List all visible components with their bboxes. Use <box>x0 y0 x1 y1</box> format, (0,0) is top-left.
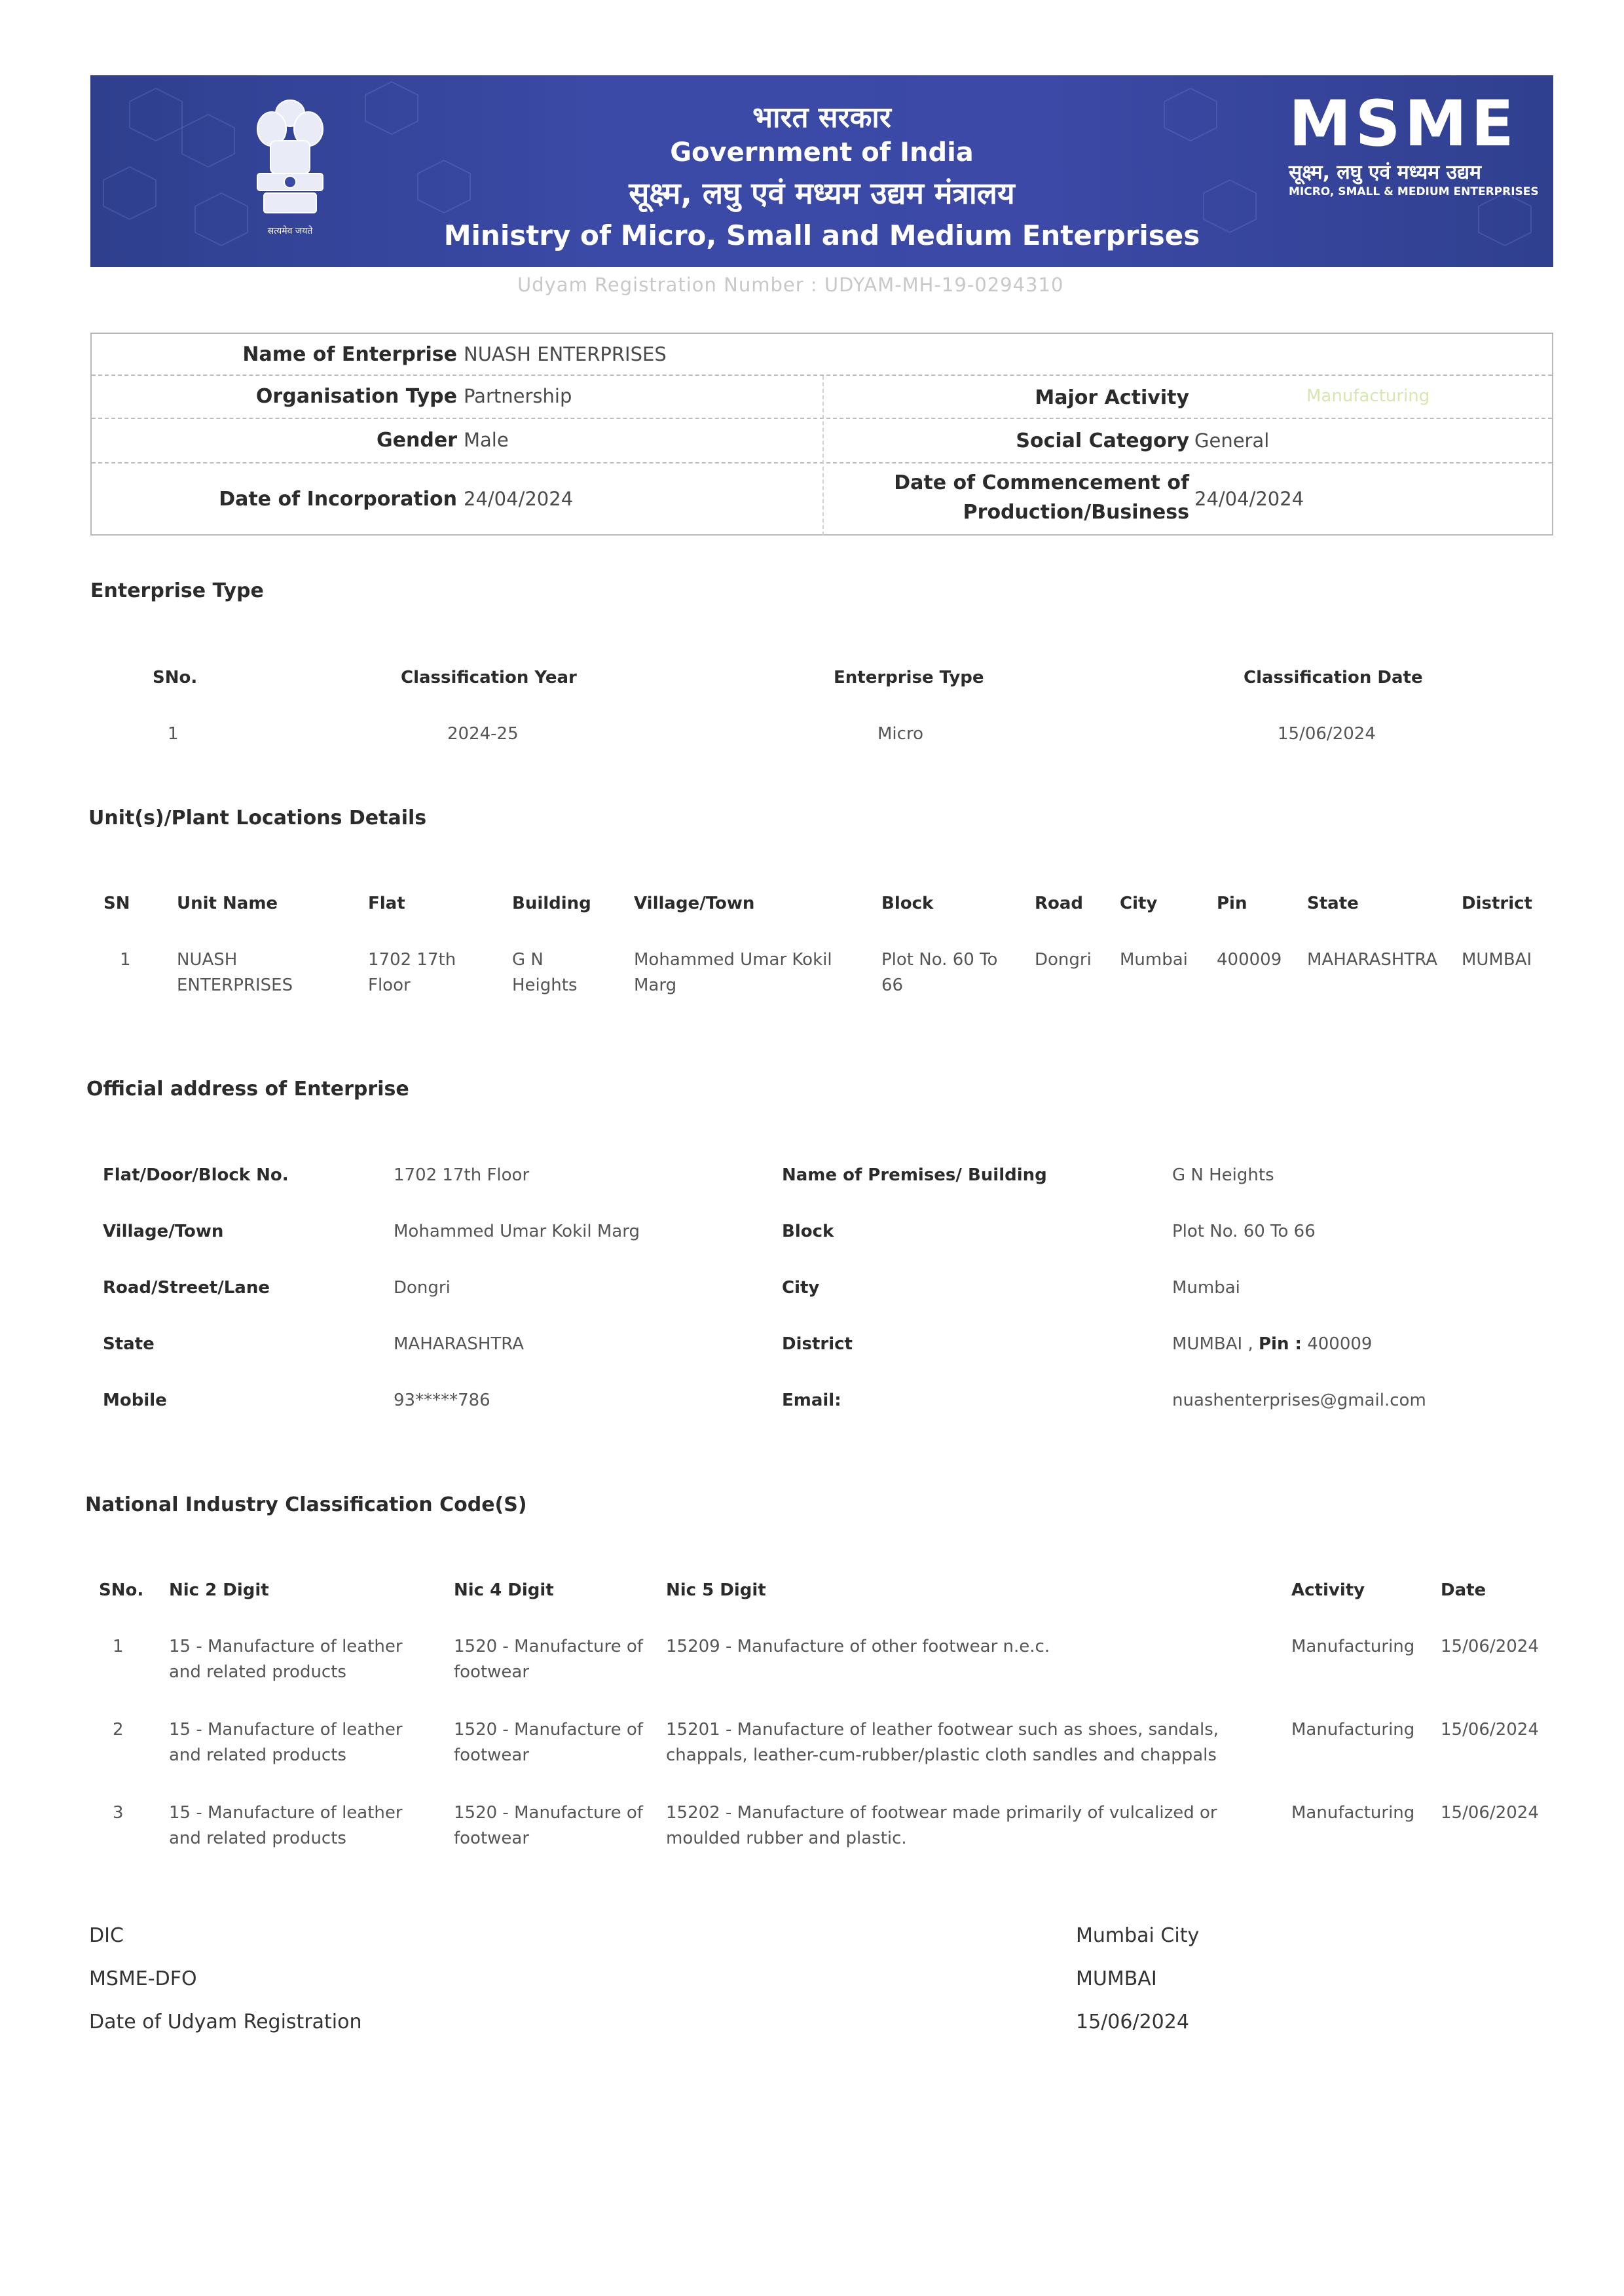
nic-codes-title: National Industry Classification Code(S) <box>85 1493 527 1516</box>
row-divider <box>92 374 1552 376</box>
unit-city: Mumbai <box>1120 950 1188 970</box>
col-header-nic-sno: SNo. <box>99 1580 144 1600</box>
enterprise-type-sno: 1 <box>168 724 179 744</box>
enterprise-info-table <box>90 333 1553 536</box>
col-header-nic-2-digit: Nic 2 Digit <box>169 1580 269 1600</box>
classification-year: 2024-25 <box>447 724 519 744</box>
nic-row-5-digit: 15201 - Manufacture of leather footwear such as shoes, sandals, chappals, leather-cum-rubber/plastic cloth sandles and chappals <box>666 1720 1219 1765</box>
village-town-label: Village/Town <box>103 1222 224 1241</box>
government-of-india-title: Government of India <box>670 137 974 168</box>
col-header-classification-year: Classification Year <box>401 668 577 687</box>
col-header-nic-4-digit: Nic 4 Digit <box>454 1580 554 1600</box>
hindi-government-title: भारत सरकार <box>752 101 891 134</box>
msme-logo-hindi: सूक्ष्म, लघु एवं मध्यम उद्यम <box>1289 161 1481 184</box>
district-label: District <box>782 1334 853 1354</box>
major-activity-value: Manufacturing <box>1306 386 1430 406</box>
nic-row-4-digit: 1520 - Manufacture of footwear <box>454 1637 643 1682</box>
svg-text:सत्यमेव जयते: सत्यमेव जयते <box>267 226 313 236</box>
col-header-sno: SNo. <box>153 668 198 687</box>
nic-row-5-digit: 15202 - Manufacture of footwear made primarily of vulcalized or moulded rubber and plastic. <box>666 1803 1217 1848</box>
dic-value: Mumbai City <box>1076 1924 1200 1947</box>
col-header-classification-date: Classification Date <box>1244 668 1423 687</box>
gender-label: Gender <box>377 429 457 452</box>
enterprise-type-title: Enterprise Type <box>90 579 264 602</box>
nic-row-date: 15/06/2024 <box>1441 1637 1539 1656</box>
msme-logo-word: MSME <box>1289 87 1518 160</box>
pin-value: 400009 <box>1307 1334 1373 1354</box>
unit-pin: 400009 <box>1217 950 1282 970</box>
msme-logo <box>1289 87 1539 204</box>
date-of-commencement-value: 24/04/2024 <box>1194 488 1304 510</box>
district-value: MUMBAI , <box>1172 1334 1253 1354</box>
village-town-value: Mohammed Umar Kokil Marg <box>394 1222 640 1241</box>
udyam-registration-number: Udyam Registration Number : UDYAM-MH-19-0294310 <box>517 274 1064 296</box>
organisation-type-label: Organisation Type <box>255 385 457 408</box>
hindi-ministry-title: सूक्ष्म, लघु एवं मध्यम उद्यम मंत्रालय <box>629 175 1015 211</box>
premises-building-value: G N Heights <box>1172 1165 1274 1185</box>
pin-label: Pin : <box>1258 1334 1302 1354</box>
col-header-flat: Flat <box>368 894 405 913</box>
header-banner <box>90 75 1553 267</box>
unit-village-town: Mohammed Umar Kokil Marg <box>634 950 832 995</box>
dic-label: DIC <box>89 1924 124 1947</box>
block-label: Block <box>782 1222 834 1241</box>
nic-row-sno: 3 <box>113 1803 124 1823</box>
block-value: Plot No. 60 To 66 <box>1172 1222 1316 1241</box>
col-header-city: City <box>1120 894 1158 913</box>
official-address-title: Official address of Enterprise <box>86 1078 409 1101</box>
email-value: nuashenterprises@gmail.com <box>1172 1391 1426 1410</box>
col-header-district: District <box>1462 894 1532 913</box>
city-value: Mumbai <box>1172 1278 1240 1298</box>
nic-row-date: 15/06/2024 <box>1441 1720 1539 1740</box>
col-header-pin: Pin <box>1217 894 1247 913</box>
col-header-block: Block <box>881 894 934 913</box>
nic-row-5-digit: 15209 - Manufacture of other footwear n.e.c. <box>666 1637 1050 1656</box>
date-of-incorporation-value: 24/04/2024 <box>464 488 574 510</box>
nic-row-sno: 2 <box>113 1720 124 1740</box>
unit-block: Plot No. 60 To 66 <box>881 950 998 995</box>
col-header-enterprise-type: Enterprise Type <box>834 668 984 687</box>
nic-row-sno: 1 <box>113 1637 124 1656</box>
col-header-unit-name: Unit Name <box>177 894 278 913</box>
nic-row-activity: Manufacturing <box>1291 1803 1415 1823</box>
nic-row-2-digit: 15 - Manufacture of leather and related products <box>169 1803 403 1848</box>
email-label: Email: <box>782 1391 841 1410</box>
col-header-building: Building <box>512 894 591 913</box>
nic-row-4-digit: 1520 - Manufacture of footwear <box>454 1803 643 1848</box>
state-label: State <box>103 1334 155 1354</box>
road-street-lane-label: Road/Street/Lane <box>103 1278 270 1298</box>
nic-row-2-digit: 15 - Manufacture of leather and related products <box>169 1637 403 1682</box>
mobile-value: 93*****786 <box>394 1391 490 1410</box>
social-category-label: Social Category <box>1016 429 1189 452</box>
classification-date: 15/06/2024 <box>1278 724 1376 744</box>
col-header-village-town: Village/Town <box>634 894 755 913</box>
unit-road: Dongri <box>1035 950 1092 970</box>
unit-sn: 1 <box>120 950 131 970</box>
organisation-type-value: Partnership <box>464 385 572 407</box>
udyam-registration-date-value: 15/06/2024 <box>1076 2011 1189 2033</box>
row-divider <box>92 462 1552 464</box>
udyam-registration-date-label: Date of Udyam Registration <box>89 2011 362 2033</box>
mobile-label: Mobile <box>103 1391 167 1410</box>
ministry-title: Ministry of Micro, Small and Medium Enterprises <box>443 219 1200 251</box>
nic-row-2-digit: 15 - Manufacture of leather and related products <box>169 1720 403 1765</box>
unit-building: G N Heights <box>512 950 578 995</box>
name-of-enterprise-label: Name of Enterprise <box>242 343 457 366</box>
row-divider <box>92 418 1552 419</box>
msme-dfo-label: MSME-DFO <box>89 1967 197 1990</box>
gender-value: Male <box>464 429 509 451</box>
road-street-lane-value: Dongri <box>394 1278 451 1298</box>
premises-building-label: Name of Premises/ Building <box>782 1165 1047 1185</box>
column-divider <box>822 376 824 536</box>
name-of-enterprise-value: NUASH ENTERPRISES <box>464 343 667 365</box>
unit-state: MAHARASHTRA <box>1307 950 1438 970</box>
nic-row-date: 15/06/2024 <box>1441 1803 1539 1823</box>
district-pin-value <box>1172 1334 1372 1354</box>
flat-door-block-value: 1702 17th Floor <box>394 1165 530 1185</box>
date-of-commencement-label: Date of Commencement of <box>894 471 1189 494</box>
nic-row-activity: Manufacturing <box>1291 1720 1415 1740</box>
flat-door-block-label: Flat/Door/Block No. <box>103 1165 289 1185</box>
unit-name: NUASH ENTERPRISES <box>177 950 293 995</box>
unit-district: MUMBAI <box>1462 950 1532 970</box>
enterprise-type-value: Micro <box>877 724 923 744</box>
col-header-activity: Activity <box>1291 1580 1365 1600</box>
date-of-commencement-label-line2: Production/Business <box>963 501 1189 524</box>
nic-row-4-digit: 1520 - Manufacture of footwear <box>454 1720 643 1765</box>
city-label: City <box>782 1278 820 1298</box>
col-header-sn: SN <box>103 894 130 913</box>
unit-flat: 1702 17th Floor <box>368 950 456 995</box>
msme-logo-english: MICRO, SMALL & MEDIUM ENTERPRISES <box>1289 185 1539 198</box>
state-value: MAHARASHTRA <box>394 1334 525 1354</box>
social-category-value: General <box>1194 429 1270 452</box>
col-header-date: Date <box>1441 1580 1486 1600</box>
major-activity-label: Major Activity <box>1035 386 1189 409</box>
unit-locations-title: Unit(s)/Plant Locations Details <box>88 807 427 829</box>
nic-row-activity: Manufacturing <box>1291 1637 1415 1656</box>
msme-dfo-value: MUMBAI <box>1076 1967 1157 1990</box>
date-of-incorporation-label: Date of Incorporation <box>219 488 457 511</box>
col-header-road: Road <box>1035 894 1084 913</box>
col-header-state: State <box>1307 894 1359 913</box>
col-header-nic-5-digit: Nic 5 Digit <box>666 1580 766 1600</box>
